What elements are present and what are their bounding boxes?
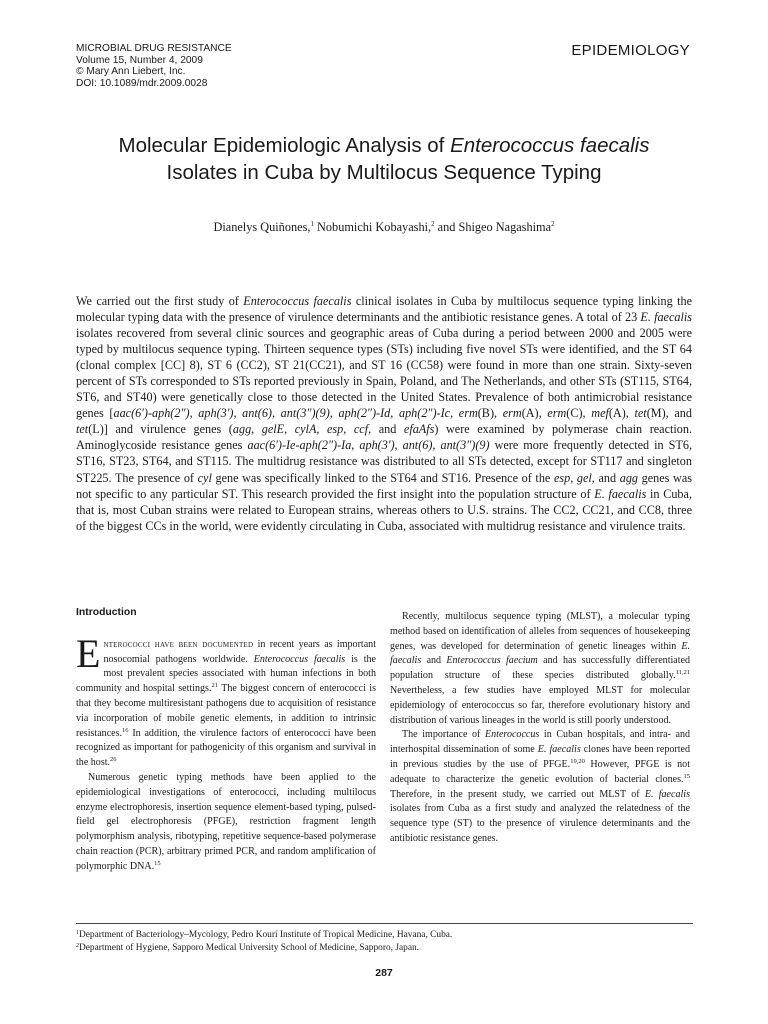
footnote-affiliation-1: $^1$Department of Bacteriology–Mycology, Pedro Kourí Institute of Tropical Medicine, Havana, Cuba. [76, 930, 453, 940]
author-2: Nobumichi Kobayashi, [313, 220, 432, 234]
journal-volume: Volume 15, Number 4, 2009 [76, 54, 203, 66]
footnotes [76, 929, 452, 954]
title-species: Enterococcus faecalis [450, 134, 650, 157]
section-heading-introduction: Introduction [76, 607, 137, 618]
affiliation-mark: 2 [431, 220, 435, 228]
intro-paragraph-1: Enterococci have been documented in recent years as important nosocomial pathogens worldwide. Enterococcus faecalis is the most prevalent species associated with human infections in both community and hospital settings.$^{21}$ The biggest concern of enterococci is that they become multiresistant pathogens due to acquisition of resistance via incorporation of mobile genetic elements, in addition to intrinsic resistances.$^{16}$ In addition, the virulence factors of enterococci have been recognized as important for pathogenicity of this organism and survival in the host.$^{26}$ [76, 630, 376, 769]
author-3: and Shigeo Nagashima [434, 220, 552, 234]
footnote-divider [76, 923, 693, 924]
abstract-paragraph: We carried out the first study of Enterococcus faecalis clinical isolates in Cuba by multilocus sequence typing linking the molecular typing data with the presence of virulence determinants and the antibiotic resistance genes. A total of 23 E. faecalis isolates recovered from several clinic sources and geographic areas of Cuba during a period between 2000 and 2005 were typed by multilocus sequence typing. Thirteen sequence types (STs) including five novel STs were identified, and the ST 64 (clonal complex [CC] 8), ST 6 (CC2), ST 21(CC21), and ST 16 (CC58) were found in more than one strain. Sixty-seven percent of STs corresponded to STs reported previously in Spain, Poland, and The Netherlands, and other STs (ST115, ST64, ST6, and ST40) were genetically close to those detected in the United States. Prevalence of both antimicrobial resistance genes [aac(6′)-aph(2″), aph(3′), ant(6), ant(3″)(9), aph(2″)-Id, aph(2″)-Ic, erm(B), erm(A), erm(C), mef(A), tet(M), and tet(L)] and virulence genes (agg, gelE, cylA, esp, ccf, and efaAfs) were examined by polymerase chain reaction. Aminoglycoside resistance genes aac(6′)-Ie-aph(2″)-Ia, aph(3′), ant(6), ant(3″)(9) were more frequently detected in ST6, ST16, ST23, ST64, and ST115. The multidrug resistance was distributed to all STs detected, except for ST117 and singleton ST225. The presence of cyl gene was specifically linked to the ST64 and ST16. Presence of the esp, gel, and agg genes was not specific to any particular ST. This research provided the first insight into the population structure of E. faecalis in Cuba, that is, most Cuban strains were related to European strains, whereas others to U.S. strains. The CC2, CC21, and CC8, three of the biggest CCs in the world, were evidently circulating in Cuba, associated with multidrug resistance and virulence traits. [76, 294, 693, 533]
abstract [76, 293, 692, 534]
body-column-left [76, 606, 376, 875]
body-column-right [390, 610, 690, 847]
intro-paragraph-3: Recently, multilocus sequence typing (MLST), a molecular typing method based on identification of alleles from sequences of housekeeping genes, was developed for determination of genetic lineages within E. faecalis and Enterococcus faecium and has successfully differentiated population structure of these species distributed globally.$^{11,21}$ Nevertheless, a few studies have employed MLST for molecular epidemiology of enterococcus so far, therefore evolutionary history and distribution of various lineages in the world is still poorly understood. [390, 611, 691, 726]
affiliation-mark: 1 [310, 220, 314, 228]
affiliation-mark: 2 [551, 220, 555, 228]
journal-publisher: © Mary Ann Liebert, Inc. [76, 66, 186, 78]
journal-info [76, 43, 232, 89]
title-text: Molecular Epidemiologic Analysis of [118, 134, 451, 157]
intro-paragraph-4: The importance of Enterococcus in Cuban hospitals, and intra- and interhospital dissemination of some E. faecalis clones have been reported in previous studies by the use of PFGE.$^{19,20}$ However, PFGE is not adequate to characterize the genetic evolution of bacterial clones.$^{15}$ Therefore, in the present study, we carried out MLST of E. faecalis isolates from Cuba as a first study and analyzed the relatedness of the sequence type (ST) to the presence of virulence determinants and the antibiotic resistance genes. [390, 729, 690, 844]
intro-paragraph-2: Numerous genetic typing methods have been applied to the epidemiological investigations of enterococci, including multilocus enzyme electrophoresis, insertion sequence element-based typing, pulsed-field gel electrophoresis (PFGE), restriction fragment length polymorphism analysis, ribotyping, repetitive sequence-based polymerase chain reaction (PCR), arbitrary primed PCR, and random amplification of polymorphic DNA.$^{15}$ [76, 771, 376, 872]
drop-cap: E [76, 630, 101, 676]
page-number: 287 [375, 967, 393, 979]
journal-doi: DOI: 10.1089/mdr.2009.0028 [76, 77, 208, 89]
author-list [60, 220, 708, 235]
title-line-2: Isolates in Cuba by Multilocus Sequence Typing [166, 161, 602, 184]
journal-name: MICROBIAL DRUG RESISTANCE [76, 43, 232, 54]
section-label: EPIDEMIOLOGY [571, 42, 690, 59]
footnote-affiliation-2: $^2$Department of Hygiene, Sapporo Medical University School of Medicine, Sapporo, Japan. [76, 942, 420, 953]
author-1: Dianelys Quiñones, [213, 220, 311, 234]
article-title [60, 132, 708, 186]
